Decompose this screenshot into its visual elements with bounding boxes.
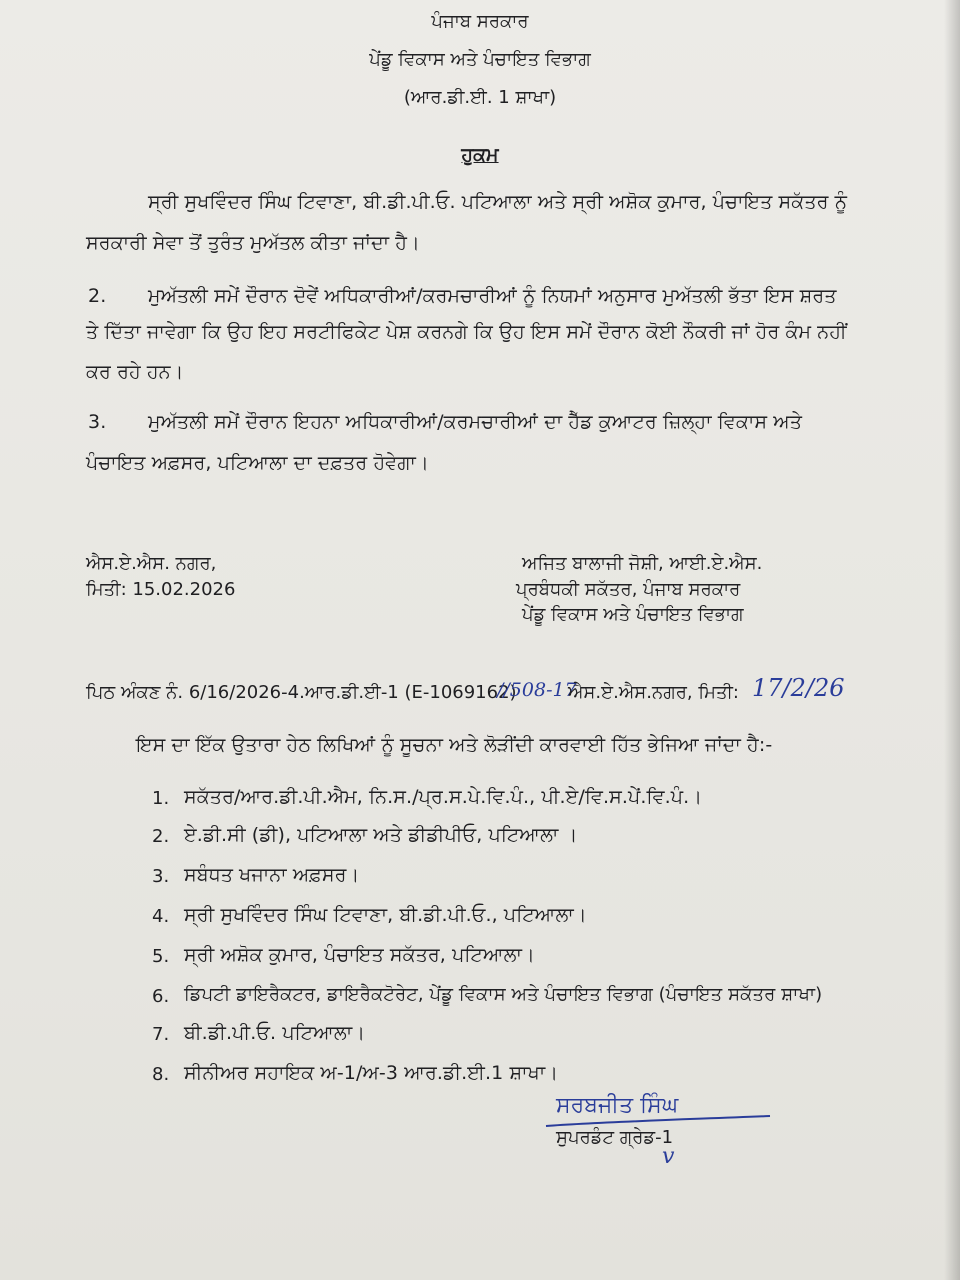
signatory-designation: ਪ੍ਰਬੰਧਕੀ ਸਕੱਤਰ, ਪੰਜਾਬ ਸਰਕਾਰ: [516, 579, 741, 600]
endorsement-place-date-label: ਐਸ.ਏ.ਐਸ.ਨਗਰ, ਮਿਤੀ:: [568, 682, 739, 703]
signatory-department: ਪੇਂਡੂ ਵਿਕਾਸ ਅਤੇ ਪੰਚਾਇਤ ਵਿਭਾਗ: [522, 604, 744, 625]
handwritten-initial: v: [662, 1144, 675, 1169]
para3-line-1: ਮੁਅੱਤਲੀ ਸਮੇਂ ਦੌਰਾਨ ਇਹਨਾ ਅਧਿਕਾਰੀਆਂ/ਕਰਮਚਾਰੀਆਂ ਦਾ ਹੈੱਡ ਕੁਆਟਰ ਜ਼ਿਲ੍ਹਾ ਵਿਕਾਸ ਅਤੇ: [148, 411, 802, 433]
para3-number: 3.: [88, 411, 107, 433]
list-item-number: 8.: [152, 1064, 170, 1085]
para1-line-2: ਸਰਕਾਰੀ ਸੇਵਾ ਤੋਂ ਤੁਰੰਤ ਮੁਅੱਤਲ ਕੀਤਾ ਜਾਂਦਾ ਹੈ।: [86, 232, 420, 254]
list-item: ਸ੍ਰੀ ਅਸ਼ੋਕ ਕੁਮਾਰ, ਪੰਚਾਇਤ ਸਕੱਤਰ, ਪਟਿਆਲਾ।: [184, 944, 535, 966]
para2-line-3: ਕਰ ਰਹੇ ਹਨ।: [86, 361, 184, 383]
order-title: ਹੁਕਮ: [461, 144, 499, 166]
list-item-number: 2.: [152, 826, 170, 847]
handwritten-signature: ਸਰਬਜੀਤ ਸਿੰਘ: [556, 1093, 679, 1118]
list-item: ਡਿਪਟੀ ਡਾਇਰੈਕਟਰ, ਡਾਇਰੈਕਟੋਰੇਟ, ਪੇਂਡੂ ਵਿਕਾਸ ਅਤੇ ਪੰਚਾਇਤ ਵਿਭਾਗ (ਪੰਚਾਇਤ ਸਕੱਤਰ ਸ਼ਾਖਾ): [184, 984, 823, 1005]
para3-line-2: ਪੰਚਾਇਤ ਅਫ਼ਸਰ, ਪਟਿਆਲਾ ਦਾ ਦਫ਼ਤਰ ਹੋਵੇਗਾ।: [86, 452, 429, 474]
list-item: ਸੀਨੀਅਰ ਸਹਾਇਕ ਅ-1/ਅ-3 ਆਰ.ਡੀ.ਈ.1 ਸ਼ਾਖਾ।: [184, 1062, 559, 1084]
list-item-number: 1.: [152, 788, 170, 809]
list-item-number: 7.: [152, 1024, 170, 1045]
list-item-number: 6.: [152, 986, 170, 1007]
list-item: ਏ.ਡੀ.ਸੀ (ਡੀ), ਪਟਿਆਲਾ ਅਤੇ ਡੀਡੀਪੀਓ, ਪਟਿਆਲਾ ।: [184, 824, 578, 846]
list-item: ਸ੍ਰੀ ਸੁਖਵਿੰਦਰ ਸਿੰਘ ਟਿਵਾਣਾ, ਬੀ.ਡੀ.ਪੀ.ਓ., ਪਟਿਆਲਾ।: [184, 904, 587, 926]
list-item-number: 3.: [152, 866, 170, 887]
page-edge-shadow: [944, 0, 960, 1280]
para2-number: 2.: [88, 285, 107, 307]
copy-intro: ਇਸ ਦਾ ਇੱਕ ਉਤਾਰਾ ਹੇਠ ਲਿਖਿਆਂ ਨੂੰ ਸੂਚਨਾ ਅਤੇ ਲੋੜੀਂਦੀ ਕਾਰਵਾਈ ਹਿੱਤ ਭੇਜਿਆ ਜਾਂਦਾ ਹੈ:-: [136, 734, 773, 756]
header-line-3: (ਆਰ.ਡੀ.ਈ. 1 ਸ਼ਾਖਾ): [403, 87, 557, 108]
para2-line-2: ਤੇ ਦਿੱਤਾ ਜਾਵੇਗਾ ਕਿ ਉਹ ਇਹ ਸਰਟੀਫਿਕੇਟ ਪੇਸ਼ ਕਰਨਗੇ ਕਿ ਉਹ ਇਸ ਸਮੇਂ ਦੌਰਾਨ ਕੋਈ ਨੌਕਰੀ ਜਾਂ ਹੋਰ ਕੰਮ ਨਹੀਂ: [86, 321, 847, 343]
list-item: ਬੀ.ਡੀ.ਪੀ.ਓ. ਪਟਿਆਲਾ।: [184, 1022, 366, 1044]
signatory-name: ਅਜਿਤ ਬਾਲਾਜੀ ਜੋਸ਼ੀ, ਆਈ.ਏ.ਐਸ.: [522, 553, 763, 574]
list-item: ਸਬੰਧਤ ਖਜਾਨਾ ਅਫ਼ਸਰ।: [184, 864, 360, 886]
superintendent-designation: ਸੁਪਰਡੰਟ ਗ੍ਰੇਡ-1: [556, 1127, 674, 1148]
order-date: ਮਿਤੀ: 15.02.2026: [86, 579, 236, 600]
header-line-2: ਪੇਂਡੂ ਵਿਕਾਸ ਅਤੇ ਪੰਚਾਇਤ ਵਿਭਾਗ: [369, 49, 591, 70]
place-label: ਐਸ.ਏ.ਐਸ. ਨਗਰ,: [86, 553, 217, 574]
list-item-number: 5.: [152, 946, 170, 967]
para2-line-1: ਮੁਅੱਤਲੀ ਸਮੇਂ ਦੌਰਾਨ ਦੋਵੇਂ ਅਧਿਕਾਰੀਆਂ/ਕਰਮਚਾਰੀਆਂ ਨੂੰ ਨਿਯਮਾਂ ਅਨੁਸਾਰ ਮੁਅੱਤਲੀ ਭੱਤਾ ਇਸ ਸ਼ਰਤ: [148, 285, 837, 307]
para1-line-1: ਸ੍ਰੀ ਸੁਖਵਿੰਦਰ ਸਿੰਘ ਟਿਵਾਣਾ, ਬੀ.ਡੀ.ਪੀ.ਓ. ਪਟਿਆਲਾ ਅਤੇ ਸ੍ਰੀ ਅਸ਼ੋਕ ਕੁਮਾਰ, ਪੰਚਾਇਤ ਸਕੱਤਰ ਨੂੰ: [148, 191, 848, 213]
list-item: ਸਕੱਤਰ/ਆਰ.ਡੀ.ਪੀ.ਐਮ, ਨਿ.ਸ./ਪ੍ਰ.ਸ.ਪੇ.ਵਿ.ਪੰ., ਪੀ.ਏ/ਵਿ.ਸ.ਪੇਂ.ਵਿ.ਪੰ.।: [184, 786, 703, 808]
handwritten-endorsement-date: 17/2/26: [752, 674, 845, 702]
header-line-1: ਪੰਜਾਬ ਸਰਕਾਰ: [431, 11, 529, 32]
list-item-number: 4.: [152, 906, 170, 927]
endorsement-prefix: ਪਿਠ ਅੰਕਣ ਨੰ. 6/16/2026-4.ਆਰ.ਡੀ.ਈ-1 (E-1069162): [86, 682, 517, 703]
handwritten-endorsement-number: //508-17: [497, 679, 577, 701]
